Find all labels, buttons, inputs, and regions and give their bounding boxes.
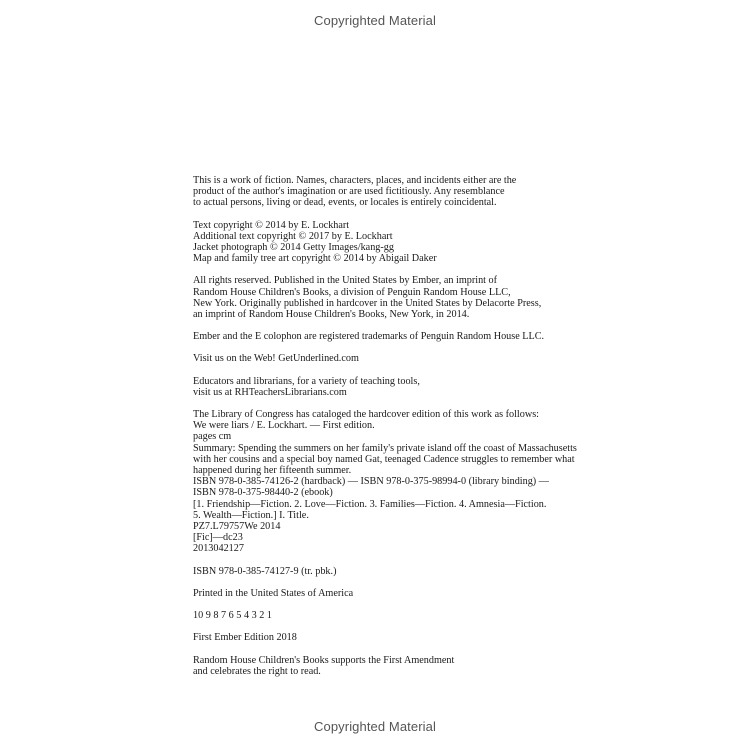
text-line: 2013042127 [193,543,244,555]
text-line: Additional text copyright © 2017 by E. Lockhart [193,230,393,242]
text-line: PZ7.L79757We 2014 [193,521,281,533]
paragraph [193,220,553,265]
paragraph [193,331,553,342]
paragraph [193,175,553,209]
paragraph [193,376,553,398]
text-line: Map and family tree art copyright © 2014 by Abigail Daker [193,253,437,265]
text-line: ISBN 978-0-375-98440-2 (ebook) [193,487,333,499]
text-line: Random House Children's Books, a division of Penguin Random House LLC, [193,286,511,298]
text-line: Visit us on the Web! GetUnderlined.com [193,353,359,365]
paragraph [193,353,553,364]
text-line: [1. Friendship—Fiction. 2. Love—Fiction. 3. Families—Fiction. 4. Amnesia—Fiction. [193,498,547,510]
text-line: Text copyright © 2014 by E. Lockhart [193,219,350,231]
text-line: pages cm [193,431,232,443]
paragraph [193,409,577,555]
text-line: visit us at RHTeachersLibrarians.com [193,386,347,398]
text-line: Summary: Spending the summers on her family's private island off the coast of Massachusetts [193,442,577,454]
paragraph [193,588,553,599]
text-line: We were liars / E. Lockhart. — First edition. [193,420,375,432]
text-line: The Library of Congress has cataloged the hardcover edition of this work as follows: [193,409,539,421]
text-line: product of the author's imagination or are used fictitiously. Any resemblance [193,186,505,198]
text-line: ISBN 978-0-385-74127-9 (tr. pbk.) [193,565,337,577]
text-line: [Fic]—dc23 [193,532,243,544]
text-line: First Ember Edition 2018 [193,632,297,644]
text-line: New York. Originally published in hardcover in the United States by Delacorte Press, [193,297,542,309]
text-line: happened during her fifteenth summer. [193,465,352,477]
paragraph [193,655,553,677]
text-line: 10 9 8 7 6 5 4 3 2 1 [193,610,272,622]
text-line: This is a work of fiction. Names, characters, places, and incidents either are the [193,175,517,186]
text-line: and celebrates the right to read. [193,665,321,677]
watermark-bottom: Copyrighted Material [314,719,436,734]
text-line: to actual persons, living or dead, events, or locales is entirely coincidental. [193,197,497,209]
text-line: 5. Wealth—Fiction.] I. Title. [193,509,309,521]
text-line: Random House Children's Books supports the First Amendment [193,654,455,666]
watermark-top: Copyrighted Material [314,13,436,28]
text-line: Jacket photograph © 2014 Getty Images/kang-gg [193,242,394,254]
text-line: ISBN 978-0-385-74126-2 (hardback) — ISBN 978-0-375-98994-0 (library binding) — [193,476,549,488]
paragraph [193,275,553,320]
paragraph [193,632,553,643]
text-line: Printed in the United States of America [193,587,354,599]
text-line: All rights reserved. Published in the United States by Ember, an imprint of [193,275,498,287]
paragraph [193,610,553,621]
paragraph [193,566,553,577]
text-line: an imprint of Random House Children's Books, New York, in 2014. [193,309,470,321]
text-line: Ember and the E colophon are registered trademarks of Penguin Random House LLC. [193,331,545,343]
text-line: with her cousins and a special boy named Gat, teenaged Cadence struggles to remember what [193,453,575,465]
text-line: Educators and librarians, for a variety of teaching tools, [193,375,420,387]
copyright-page-body [193,175,577,688]
